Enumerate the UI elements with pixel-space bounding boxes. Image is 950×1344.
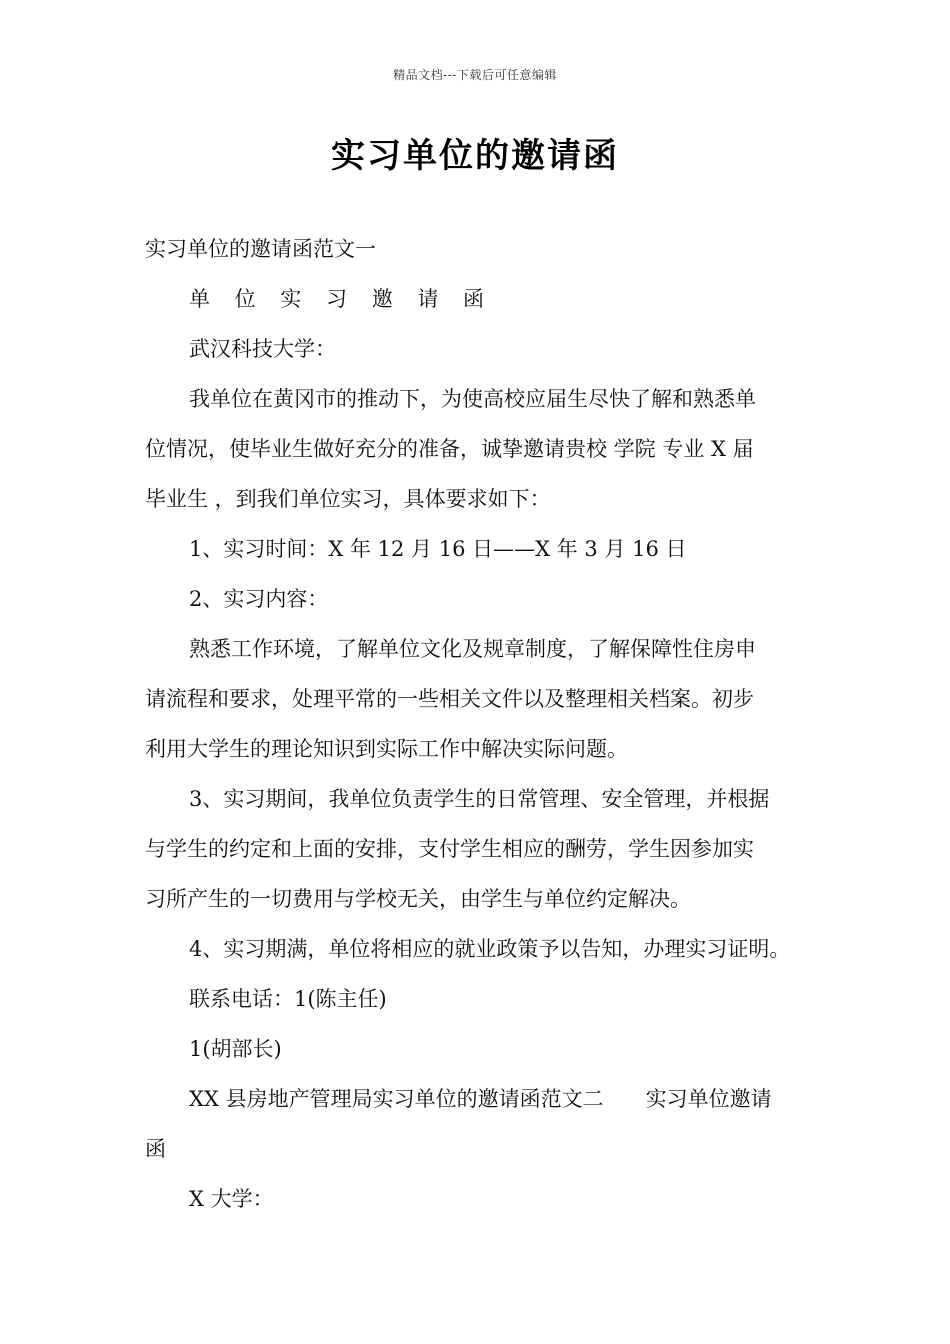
paragraph-line: 我单位在黄冈市的推动下，为使高校应届生尽快了解和熟悉单: [189, 387, 756, 411]
paragraph-line: 请流程和要求，处理平常的一些相关文件以及整理相关档案。初步: [145, 687, 754, 711]
list-item-period: 3、实习期间，我单位负责学生的日常管理、安全管理，并根据: [189, 787, 770, 811]
document-title: 实习单位的邀请函: [331, 136, 619, 176]
section-heading-2: XX 县房地产管理局实习单位的邀请函范文二 实习单位邀请: [189, 1087, 772, 1111]
paragraph-line: 函: [145, 1137, 166, 1161]
header-note: 精品文档---下载后可任意编辑: [393, 68, 557, 82]
paragraph-line: 熟悉工作环境，了解单位文化及规章制度，了解保障性住房申: [189, 637, 756, 661]
salutation: X 大学：: [189, 1187, 274, 1211]
letter-title: 单 位 实 习 邀 请 函: [189, 287, 494, 311]
list-item-content: 2、实习内容：: [189, 587, 329, 611]
list-item-end: 4、实习期满，单位将相应的就业政策予以告知，办理实习证明。: [189, 937, 791, 961]
salutation: 武汉科技大学：: [189, 337, 336, 361]
paragraph-line: 毕业生 ，到我们单位实习，具体要求如下：: [145, 487, 551, 511]
paragraph-line: 习所产生的一切费用与学校无关，由学生与单位约定解决。: [145, 887, 691, 911]
paragraph-line: 利用大学生的理论知识到实际工作中解决实际问题。: [145, 737, 628, 761]
contact-line: 联系电话：1(陈主任): [189, 987, 387, 1011]
list-item-time: 1、实习时间：X 年 12 月 16 日——X 年 3 月 16 日: [189, 537, 687, 561]
section-heading-1: 实习单位的邀请函范文一: [145, 237, 376, 261]
contact-line: 1(胡部长): [189, 1037, 282, 1061]
paragraph-line: 位情况，使毕业生做好充分的准备，诚挚邀请贵校 学院 专业 X 届: [145, 437, 754, 461]
document-body: [145, 231, 825, 1231]
paragraph-line: 与学生的约定和上面的安排，支付学生相应的酬劳，学生因参加实: [145, 837, 754, 861]
